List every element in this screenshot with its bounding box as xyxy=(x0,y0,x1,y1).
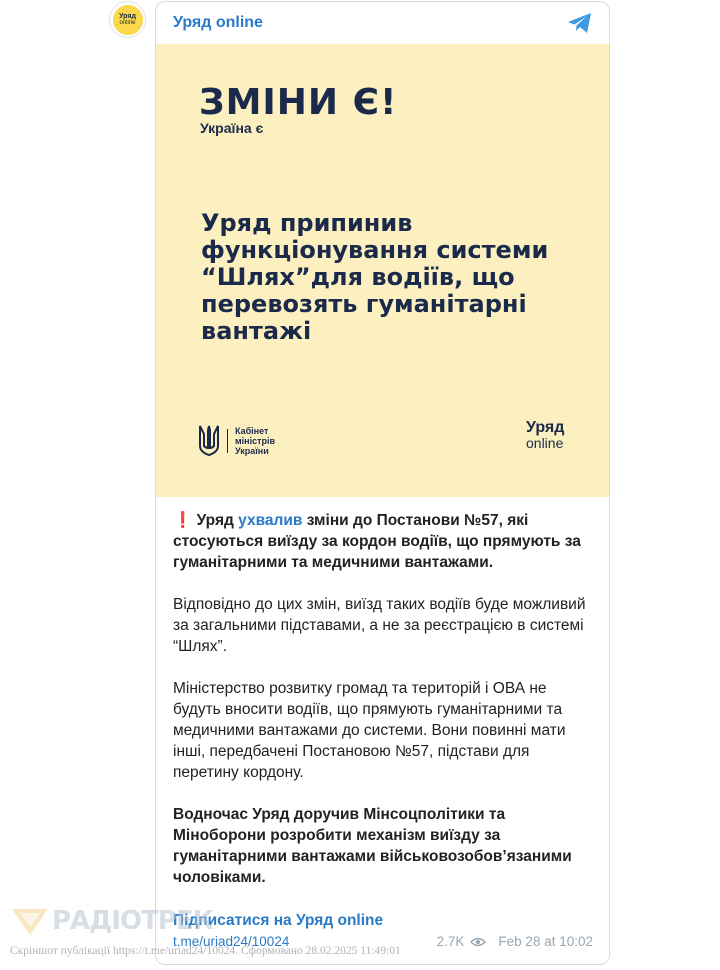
p1-pre: Уряд xyxy=(196,512,239,529)
exclamation-icon: ❗ xyxy=(173,512,193,529)
post-date[interactable]: Feb 28 at 10:02 xyxy=(498,934,593,949)
cabinet-text xyxy=(235,426,275,456)
logo-line1: Уряд xyxy=(526,419,565,436)
watermark-logo-icon xyxy=(10,905,50,937)
paragraph-4: Водночас Уряд доручив Мінсоцполітики та Міноборони розробити механізм виїзду за гуманітарними вантажами військовозобов’язаними чоловіками. xyxy=(173,806,572,886)
approved-link[interactable]: ухвалив xyxy=(238,512,303,529)
post-image[interactable] xyxy=(156,44,609,497)
paragraph-3: Міністерство розвитку громад та територій і ОВА не будуть вносити водіїв, що прямують гуманітарними та медичними вантажами до системи. Вони повинні мати інші, передбачені Постановою №57, підстави для перетину кордону. xyxy=(173,680,566,781)
channel-name-link[interactable]: Уряд online xyxy=(173,14,263,31)
post-url-link[interactable]: t.me/uriad24/10024 xyxy=(173,934,290,949)
banner-brand: ЗМІНИ Є! xyxy=(199,82,398,123)
subscribe-link[interactable]: Підписатися на Уряд online xyxy=(173,912,384,929)
uriad-online-logo xyxy=(526,420,564,450)
eye-icon xyxy=(470,937,486,947)
cabinet-line2: міністрів xyxy=(235,436,276,446)
watermark-text: РАДІОТРЕК xyxy=(52,906,213,936)
post-header xyxy=(156,2,609,44)
view-count: 2.7K xyxy=(436,934,465,949)
banner-headline: Уряд припинив функціонування системи “Шлях”для водіїв, що перевозять гуманітарні вантажі xyxy=(201,209,549,345)
avatar-line1: Уряд xyxy=(119,13,136,20)
watermark-caption: Скріншот публікації https://t.me/uriad24/10024. Сформовано 28.02.2025 11:49:01 xyxy=(10,945,401,957)
watermark xyxy=(10,905,213,937)
post-meta xyxy=(437,934,593,949)
cabinet-separator xyxy=(227,429,228,453)
paragraph-2: Відповідно до цих змін, виїзд таких водіїв буде можливий за загальними підставами, а не за реєстрацією в системі “Шлях”. xyxy=(173,596,586,655)
post-text xyxy=(156,497,609,931)
trident-icon xyxy=(198,424,220,458)
banner-brand-sub: Україна є xyxy=(200,120,264,136)
avatar-line2: online xyxy=(119,20,136,26)
cabinet-line3: України xyxy=(235,446,269,456)
p1-post: зміни до Постанови №57, які стосуються виїзду за кордон водіїв, що прямують за гуманітарними та медичними вантажами. xyxy=(173,512,581,571)
telegram-icon[interactable] xyxy=(567,12,593,34)
cabinet-logo xyxy=(198,424,275,458)
avatar-logo xyxy=(113,5,143,35)
post-card xyxy=(155,1,610,965)
cabinet-line1: Кабінет xyxy=(235,426,269,436)
paragraph-1 xyxy=(173,510,592,573)
channel-avatar[interactable] xyxy=(109,1,146,38)
logo-line2: online xyxy=(526,435,564,451)
